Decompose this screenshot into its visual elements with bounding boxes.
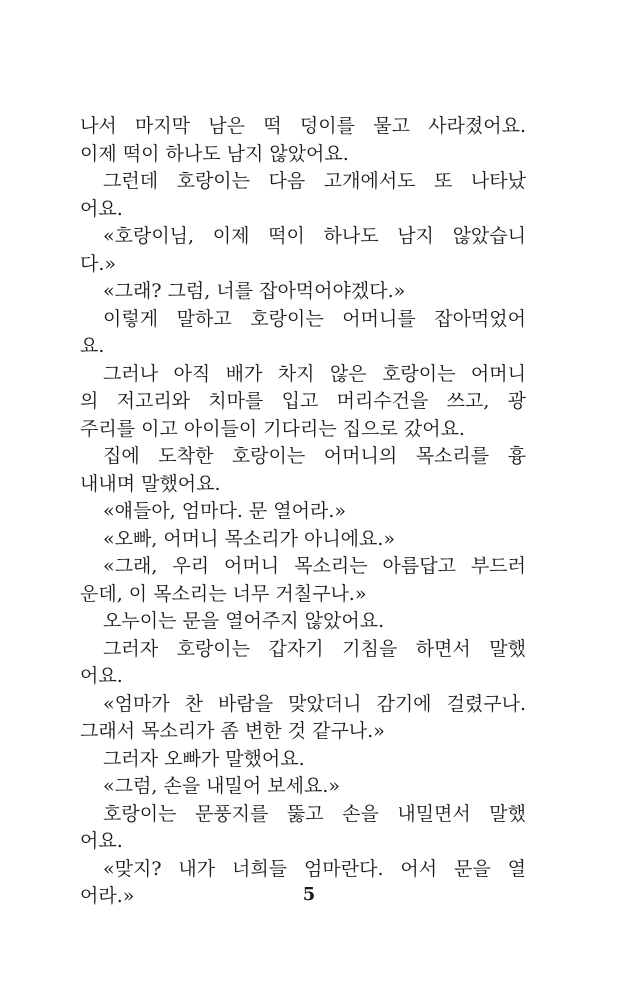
text-line: «오빠, 어머니 목소리가 아니에요.» <box>103 527 396 550</box>
text-line: 호랑이는 문풍지를 뚫고 손을 내밀면서 말했 <box>103 802 526 825</box>
text-line: 어요. <box>80 830 123 852</box>
text-line: 그래서 목소리가 좀 변한 것 같구나.» <box>80 720 385 742</box>
text-line: 내내며 말했어요. <box>80 472 221 495</box>
text-line: 이렇게 말하고 호랑이는 어머니를 잡아먹었어 <box>103 307 526 330</box>
text-line: 그러자 오빠가 말했어요. <box>103 747 305 770</box>
text-line: 그러나 아직 배가 차지 않은 호랑이는 어머니 <box>103 362 526 385</box>
text-line: 오누이는 문을 열어주지 않았어요. <box>103 610 385 632</box>
text-line: 나서 마지막 남은 떡 덩이를 물고 사라졌어요. <box>80 115 526 137</box>
text-line: 이제 떡이 하나도 남지 않았어요. <box>80 142 349 165</box>
story-text <box>80 113 526 911</box>
text-line: «호랑이님, 이제 떡이 하나도 남지 않았습니 <box>103 225 526 247</box>
text-line: 집에 도착한 호랑이는 어머니의 목소리를 흉 <box>103 445 526 467</box>
page-number: 5 <box>302 884 316 905</box>
text-line: 요. <box>80 335 105 357</box>
text-line: «그래? 그럼, 너를 잡아먹어야겠다.» <box>103 280 406 302</box>
text-line: «그럼, 손을 내밀어 보세요.» <box>103 775 340 797</box>
text-line: 주리를 이고 아이들이 기다리는 집으로 갔어요. <box>80 417 465 440</box>
text-line: 다.» <box>80 252 117 275</box>
text-line: 어요. <box>80 197 123 220</box>
text-line: 어요. <box>80 665 123 687</box>
text-line: 의 저고리와 치마를 입고 머리수건을 쓰고, 광 <box>80 390 526 412</box>
text-line: 그러자 호랑이는 갑자기 기침을 하면서 말했 <box>103 637 526 660</box>
text-line: 어라.» <box>80 885 135 907</box>
text-line: 운데, 이 목소리는 너무 거칠구나.» <box>80 582 367 605</box>
text-line: «그래, 우리 어머니 목소리는 아름답고 부드러 <box>103 555 526 577</box>
text-line: «엄마가 찬 바람을 맞았더니 감기에 걸렸구나. <box>103 692 526 715</box>
text-line: «맞지? 내가 너희들 엄마란다. 어서 문을 열 <box>103 857 526 880</box>
text-line: «얘들아, 엄마다. 문 열어라.» <box>103 500 347 522</box>
text-line: 그런데 호랑이는 다음 고개에서도 또 나타났 <box>103 170 526 192</box>
